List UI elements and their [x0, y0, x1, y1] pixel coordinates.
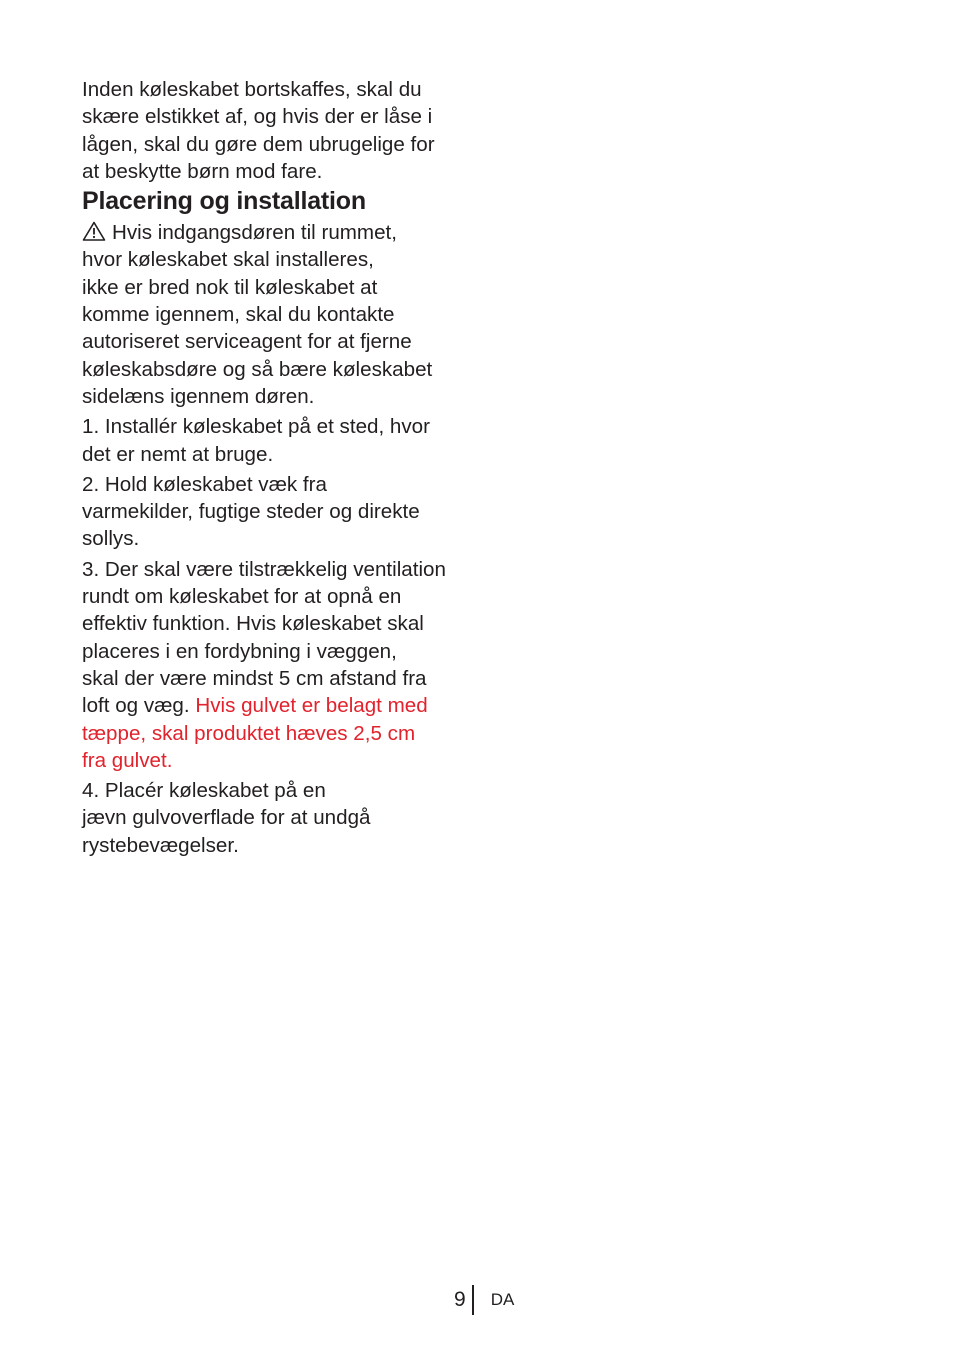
list-item-4: 4. Placér køleskabet på en jævn gulvoverflade for at undgå rystebevægelser.: [82, 779, 371, 857]
warning-paragraph: [82, 219, 474, 410]
page-footer: [454, 1285, 514, 1315]
list-item-1: 1. Installér køleskabet på et sted, hvor det er nemt at bruge.: [82, 415, 430, 466]
warning-text: Hvis indgangsdøren til rummet, hvor køleskabet skal installeres, ikke er bred nok til køleskabet at komme igennem, skal du kontakte autoriseret serviceagent for at fjerne køleskabsdøre og så bære køleskabet sidelæns igennem døren.: [82, 221, 433, 408]
section-title: Placering og installation: [82, 187, 366, 216]
footer-divider: [472, 1285, 474, 1315]
list-item-2: 2. Hold køleskabet væk fra varmekilder, fugtige steder og direkte sollys.: [82, 472, 420, 551]
warning-triangle-icon: [82, 221, 106, 241]
list-item-3-text: 3. Der skal være tilstrækkelig ventilation rundt om køleskabet for at opnå en effektiv funktion. Hvis køleskabet skal placeres i en fordybning i væggen, skal der være mindst 5 cm afstand fra loft og væg.: [82, 557, 446, 718]
list-item-3-highlight: Hvis gulvet er belagt med tæppe, skal produktet hæves 2,5 cm fra gulvet.: [82, 694, 428, 772]
intro-paragraph: Inden køleskabet bortskaffes, skal du skære elstikket af, og hvis der er låse i lågen, skal du gøre dem ubrugelige for at beskytte børn mod fare.: [82, 78, 435, 183]
page-number: 9: [454, 1288, 466, 1311]
language-code: DA: [490, 1290, 515, 1309]
list-item-3: [82, 556, 474, 774]
text-column: [82, 76, 474, 859]
